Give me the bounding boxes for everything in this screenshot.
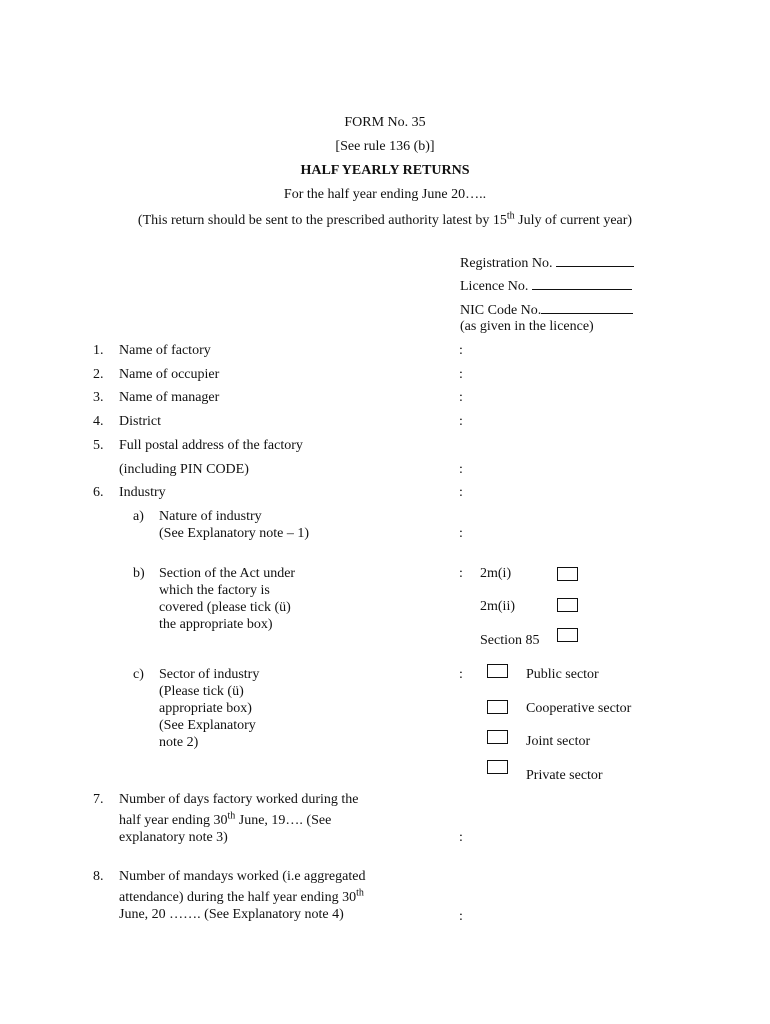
colon: : [459, 414, 463, 429]
section-option-2mi-checkbox[interactable] [557, 567, 578, 581]
nature-of-industry-label: Nature of industry [159, 509, 262, 524]
item-number: 8. [93, 869, 104, 884]
section-option-2mii-checkbox[interactable] [557, 598, 578, 612]
item-label-industry: Industry [119, 485, 166, 500]
section-option-85-label: Section 85 [480, 633, 540, 648]
sector-private-checkbox[interactable] [487, 760, 508, 774]
colon: : [459, 909, 463, 924]
sector-label-line1: Sector of industry [159, 667, 260, 682]
sector-label-line4: (See Explanatory [159, 718, 256, 733]
item-number: 3. [93, 390, 104, 405]
item-number: 5. [93, 438, 104, 453]
licence-no-blank[interactable] [532, 277, 632, 290]
nic-code-blank[interactable] [541, 301, 633, 314]
colon: : [459, 485, 463, 500]
days-worked-line1: Number of days factory worked during the [119, 792, 359, 807]
deadline-note: (This return should be sent to the prescribed authority latest by 15th July of current year) [137, 210, 633, 228]
section-act-label-line4: the appropriate box) [159, 617, 273, 632]
sector-public-checkbox[interactable] [487, 664, 508, 678]
sector-public-label: Public sector [526, 667, 599, 682]
item-label-district: District [119, 414, 161, 429]
sector-label-line5: note 2) [159, 735, 199, 750]
sector-cooperative-label: Cooperative sector [526, 701, 632, 716]
item-label-manager: Name of manager [119, 390, 220, 405]
mandays-line1: Number of mandays worked (i.e aggregated [119, 869, 366, 884]
sub-item-letter: c) [133, 667, 144, 682]
section-option-2mi-label: 2m(i) [480, 566, 512, 581]
item-label-occupier: Name of occupier [119, 367, 220, 382]
item-label-postal-address: Full postal address of the factory [119, 438, 303, 453]
sector-cooperative-checkbox[interactable] [487, 700, 508, 714]
form-number: FORM No. 35 [344, 115, 426, 130]
item-number: 2. [93, 367, 104, 382]
registration-no-field: Registration No. [460, 254, 634, 272]
section-option-2mii-label: 2m(ii) [480, 599, 515, 614]
section-act-label-line2: which the factory is [159, 583, 270, 598]
period-line: For the half year ending June 20….. [283, 187, 487, 202]
item-label-pin-code: (including PIN CODE) [119, 462, 249, 477]
item-number: 6. [93, 485, 104, 500]
nic-code-note: (as given in the licence) [460, 319, 594, 334]
days-worked-line3: explanatory note 3) [119, 830, 228, 845]
sub-item-letter: a) [133, 509, 144, 524]
nature-of-industry-note: (See Explanatory note – 1) [159, 526, 310, 541]
colon: : [459, 367, 463, 382]
colon: : [459, 830, 463, 845]
licence-no-field: Licence No. [460, 277, 632, 295]
colon: : [459, 526, 463, 541]
item-label-factory-name: Name of factory [119, 343, 211, 358]
section-act-label-line3: covered (please tick (ü) [159, 600, 291, 615]
section-act-label-line1: Section of the Act under [159, 566, 296, 581]
rule-reference: [See rule 136 (b)] [335, 139, 435, 154]
registration-no-blank[interactable] [556, 254, 634, 267]
days-worked-line2: half year ending 30th June, 19…. (See [119, 810, 332, 828]
sector-joint-checkbox[interactable] [487, 730, 508, 744]
sector-label-line3: appropriate box) [159, 701, 252, 716]
colon: : [459, 462, 463, 477]
colon: : [459, 566, 463, 581]
mandays-line2: attendance) during the half year ending 30th [119, 887, 364, 905]
form-title: HALF YEARLY RETURNS [300, 163, 470, 178]
sector-joint-label: Joint sector [526, 734, 591, 749]
sub-item-letter: b) [133, 566, 145, 581]
item-number: 4. [93, 414, 104, 429]
item-number: 7. [93, 792, 104, 807]
section-option-85-checkbox[interactable] [557, 628, 578, 642]
nic-code-field: NIC Code No. [460, 301, 633, 319]
sector-private-label: Private sector [526, 768, 603, 783]
colon: : [459, 667, 463, 682]
item-number: 1. [93, 343, 104, 358]
colon: : [459, 343, 463, 358]
colon: : [459, 390, 463, 405]
sector-label-line2: (Please tick (ü) [159, 684, 244, 699]
mandays-line3: June, 20 ……. (See Explanatory note 4) [119, 907, 344, 922]
